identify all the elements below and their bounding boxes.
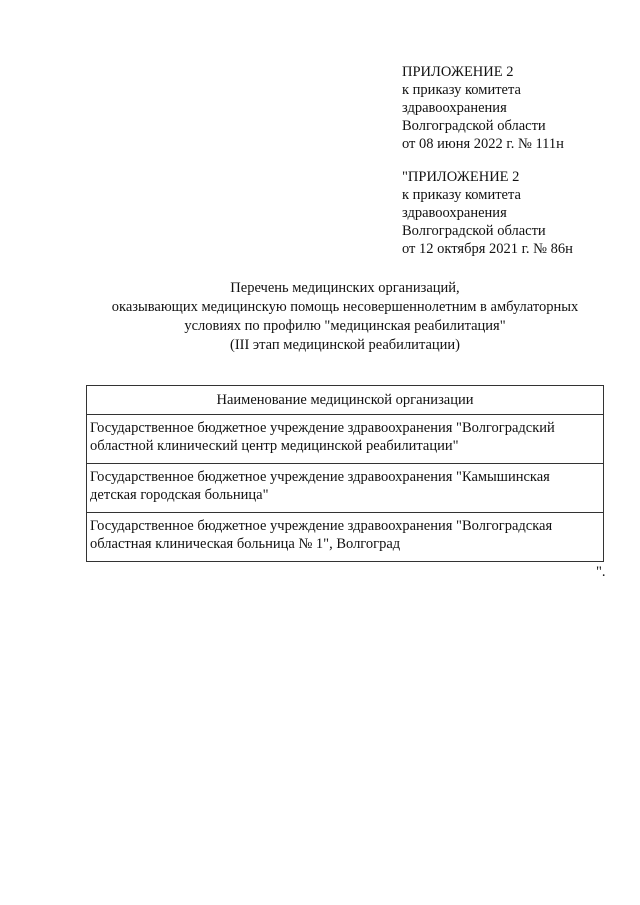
organizations-table <box>86 385 604 562</box>
table-cell-organization: Государственное бюджетное учреждение здравоохранения "Камышинская детская городская больница" <box>87 464 604 513</box>
appendix-order-line: к приказу комитета <box>402 82 521 98</box>
closing-quote-mark: ". <box>596 564 606 580</box>
appendix-order-line: к приказу комитета <box>402 187 521 203</box>
table-header-row <box>87 386 604 415</box>
appendix-title: "ПРИЛОЖЕНИЕ 2 <box>402 169 520 185</box>
appendix-region-line: Волгоградской области <box>402 118 546 134</box>
document-title <box>90 279 600 355</box>
table-row <box>87 513 604 562</box>
appendix-committee-line: здравоохранения <box>402 100 507 116</box>
appendix-date-line: от 12 октября 2021 г. № 86н <box>402 241 573 257</box>
appendix-region-line: Волгоградской области <box>402 223 546 239</box>
table-row <box>87 415 604 464</box>
title-line: (III этап медицинской реабилитации) <box>229 337 460 353</box>
table-row <box>87 464 604 513</box>
table-cell-organization: Государственное бюджетное учреждение здравоохранения "Волгоградский областной клинический центр медицинской реабилитации" <box>87 415 604 464</box>
appendix-title: ПРИЛОЖЕНИЕ 2 <box>402 64 514 80</box>
appendix-header-previous <box>402 168 573 258</box>
appendix-committee-line: здравоохранения <box>402 205 507 221</box>
column-header-organization-name: Наименование медицинской организации <box>87 386 604 415</box>
title-line: Перечень медицинских организаций, <box>230 280 460 296</box>
title-line: оказывающих медицинскую помощь несовершеннолетним в амбулаторных <box>111 299 579 315</box>
appendix-date-line: от 08 июня 2022 г. № 111н <box>402 136 564 152</box>
title-line: условиях по профилю "медицинская реабилитация" <box>184 318 506 334</box>
table-cell-organization: Государственное бюджетное учреждение здравоохранения "Волгоградская областная клиническая больница № 1", Волгоград <box>87 513 604 562</box>
appendix-header-current <box>402 63 564 153</box>
